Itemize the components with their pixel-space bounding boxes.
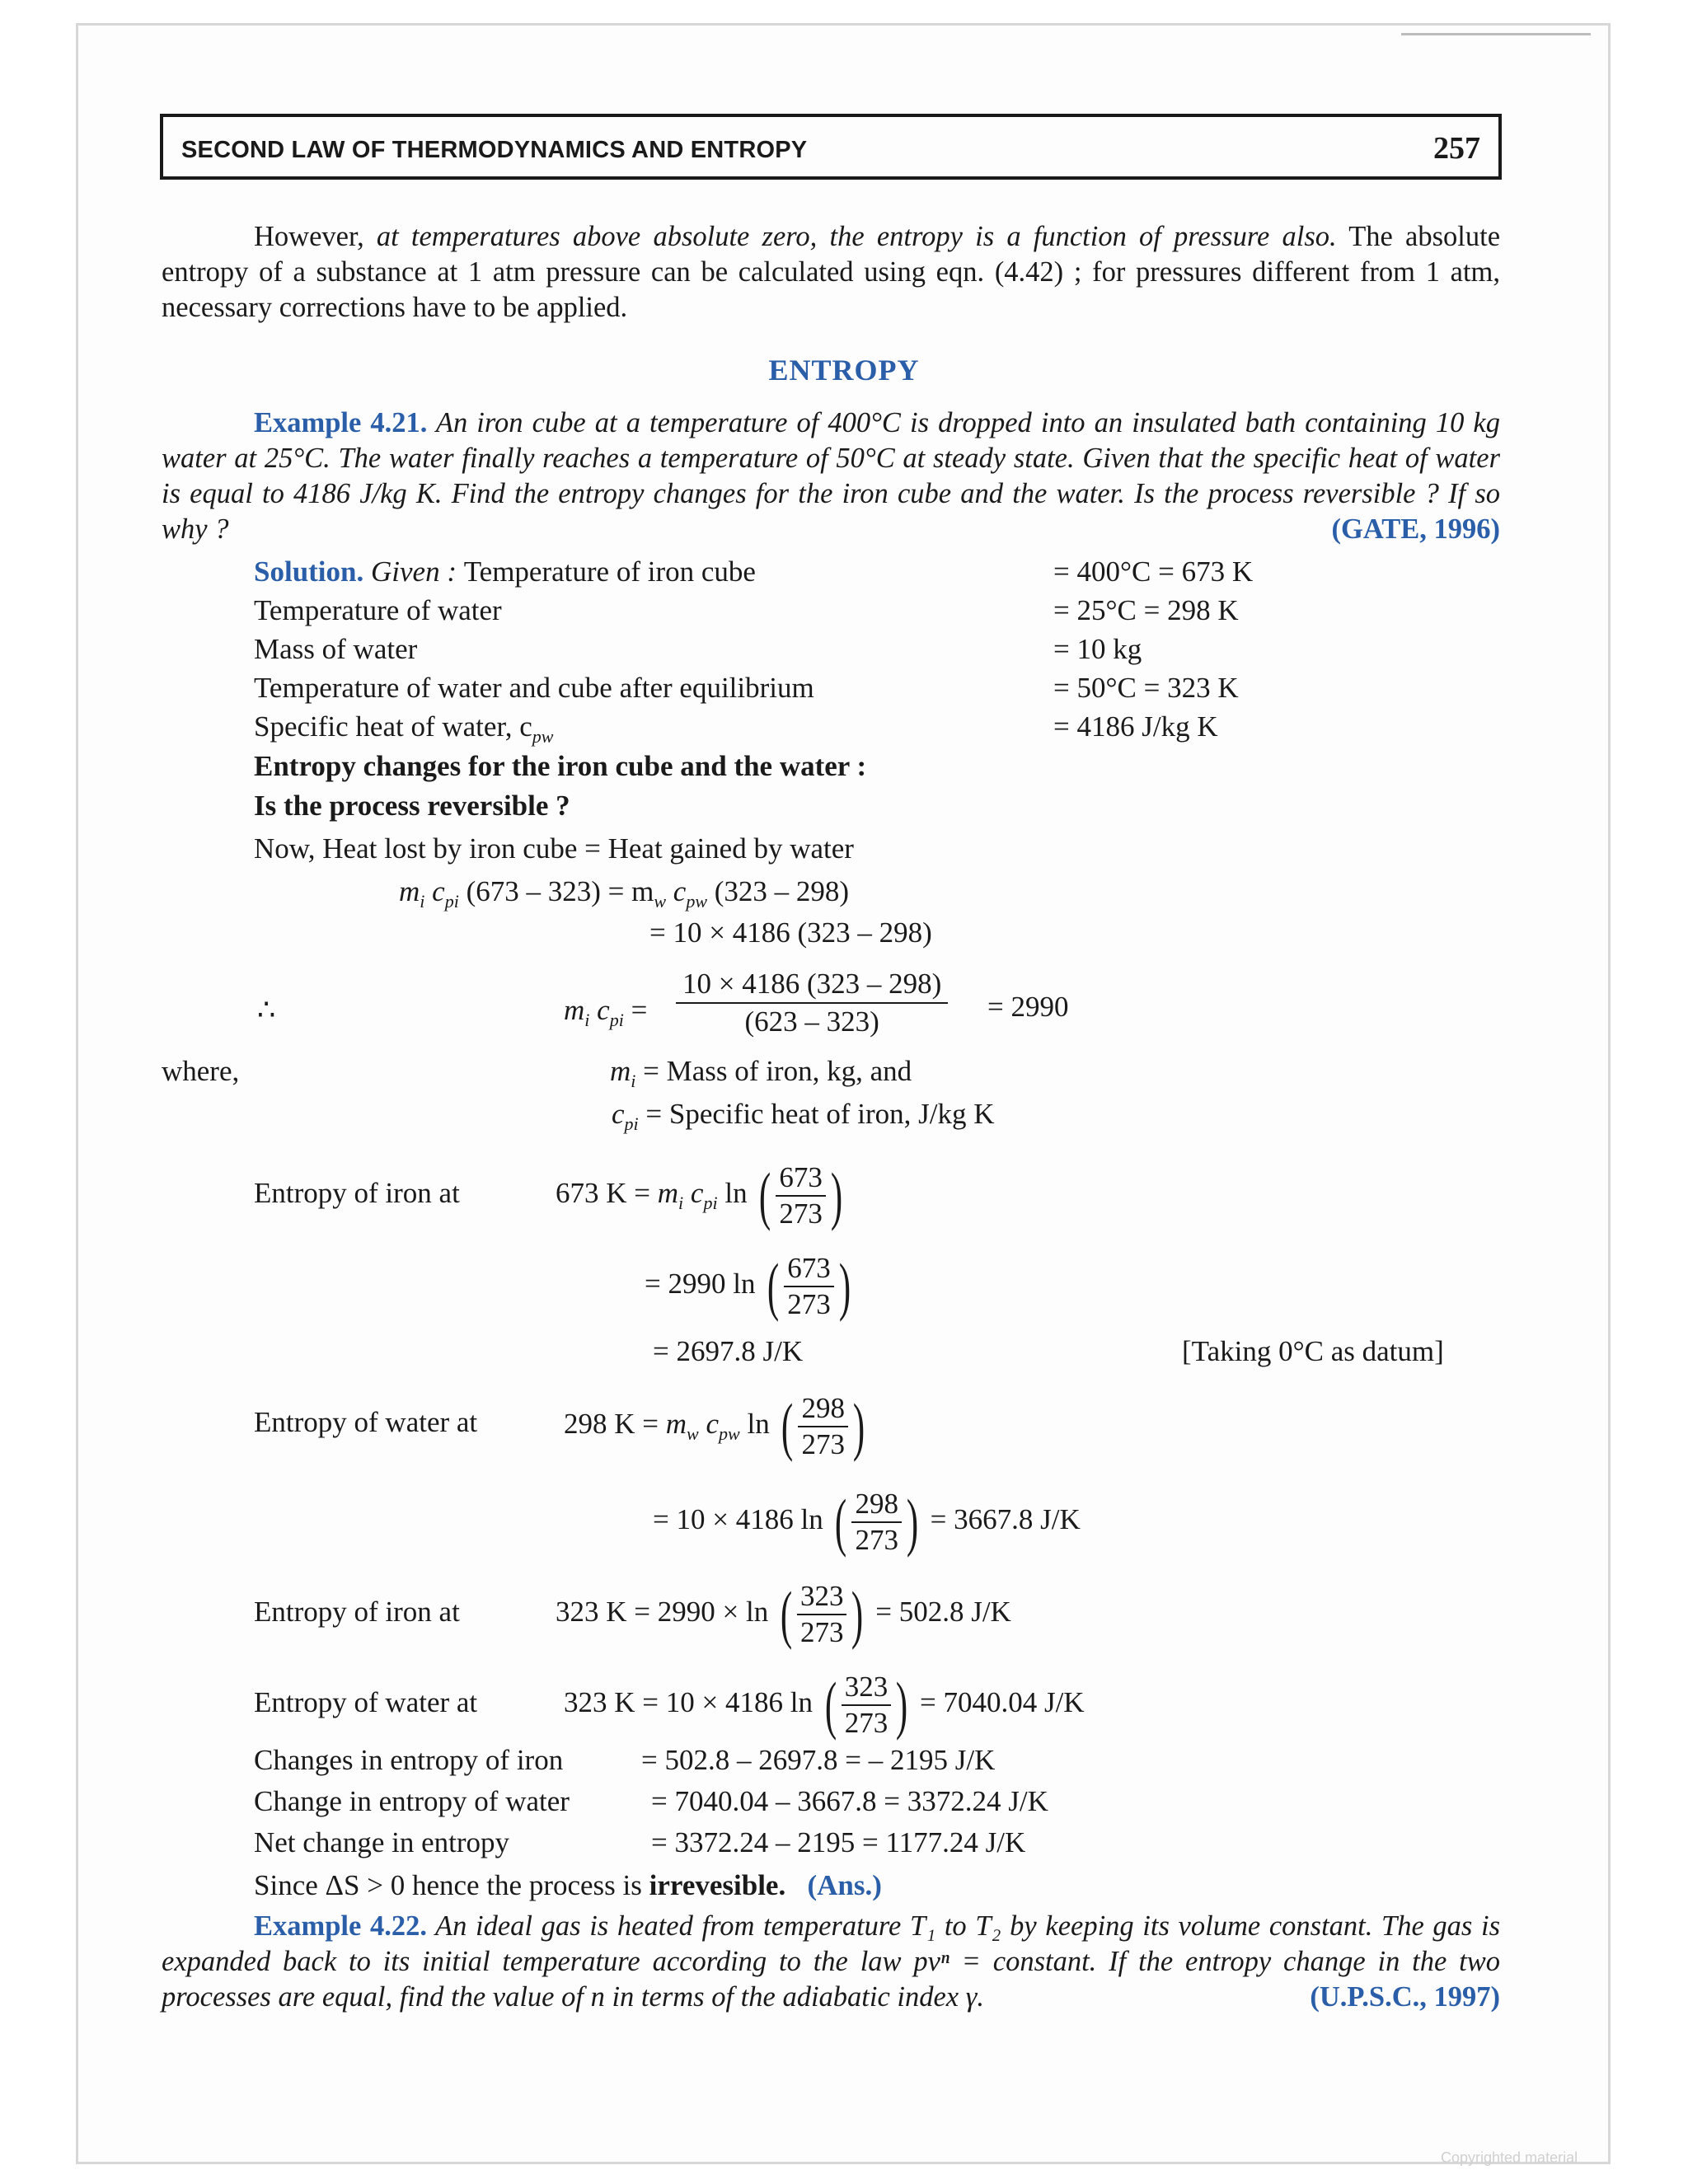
bold-question-2: Is the process reversible ? bbox=[254, 790, 570, 822]
given-row-value: = 25°C = 298 K bbox=[1053, 594, 1239, 626]
bold-question-1: Entropy changes for the iron cube and the water : bbox=[254, 750, 867, 782]
answer-tag: (Ans.) bbox=[807, 1869, 882, 1901]
entropy-iron-323-label: Entropy of iron at bbox=[254, 1596, 460, 1628]
entropy-water-298-label: Entropy of water at bbox=[254, 1406, 478, 1438]
example-text: An ideal gas is heated from temperature T₁ to T₂ by keeping its volume constant. The gas is expanded back to its initial temperature according to the law pvⁿ = constant. If the entropy change in the two processes are equal, find the value of n in terms of the adiabatic index γ. bbox=[162, 1910, 1500, 2013]
equation-1: $m_i$ $c_{pi}$ $(673 - 323) = m_w$ $c_{pw}$ (323 – 298) bbox=[399, 875, 850, 912]
entropy-iron-673-step2: = 2990 ln ( $\frac{673}{273}$) bbox=[645, 1249, 851, 1322]
entropy-water-323-eq: 323 K = 10 × 4186 ln ( $\frac{323}{273}) = 7040.04$ J/K bbox=[564, 1668, 1085, 1741]
eq1-b: c bbox=[666, 875, 687, 907]
subscript: pw bbox=[532, 726, 554, 747]
datum-note: [Taking 0°C as datum] bbox=[1182, 1335, 1444, 1367]
top-rule bbox=[1401, 33, 1591, 35]
change-water-value: = 7040.04 – 3667.8 = 3372.24 J/K bbox=[651, 1785, 1048, 1817]
intro-text-b: at temperatures above absolute zero, the entropy is a function of pressure also. bbox=[376, 221, 1337, 252]
entropy-iron-323-eq: 323 K = 2990 × ln ( $\frac{323}{273}) = 502.8$ J/K bbox=[556, 1577, 1011, 1650]
fraction-result: = 2990 bbox=[987, 991, 1069, 1023]
eq-result: = 502.8 J/K bbox=[875, 1596, 1011, 1628]
num: 673 bbox=[784, 1251, 834, 1287]
where-label: where, bbox=[162, 1055, 240, 1087]
eq-text: = 10 × 4186 ln bbox=[653, 1503, 823, 1535]
given-label: Given : bbox=[363, 555, 464, 588]
entropy-water-298-step2: = 10 × 4186 ln ( $\frac{298}{273}) = 3667.8$ J/K bbox=[653, 1485, 1081, 1558]
entropy-iron-673-eq: 673 $K = m_i$ $c_{pi}$ ln ( $\frac{673}{273}$) bbox=[556, 1159, 842, 1231]
section-title: ENTROPY bbox=[768, 354, 920, 387]
num: 323 bbox=[842, 1670, 892, 1706]
intro-paragraph bbox=[162, 219, 1500, 326]
example-text: An iron cube at a temperature of 400°C is dropped into an insulated bath containing 10 kg water at 25°C. The water finally reaches a temperature of 50°C at steady state. Given that the specific heat of water is equal to 4186 J/kg K. Find the entropy changes for the iron cube and the water. Is the process reversible ? If so why ? bbox=[162, 407, 1500, 545]
equation-2: = 10 × 4186 (323 – 298) bbox=[649, 916, 932, 949]
num: 298 bbox=[851, 1487, 902, 1523]
example-source: (U.P.S.C., 1997) bbox=[1310, 1981, 1500, 2013]
mi-def-text: = Mass of iron, kg, and bbox=[635, 1055, 912, 1087]
den: 273 bbox=[855, 1523, 898, 1556]
given-row-cpw bbox=[254, 710, 553, 753]
given-row-label: Temperature of water bbox=[254, 594, 502, 626]
mi-definition: $m_i$ = Mass of iron, kg, and bbox=[610, 1055, 912, 1091]
since-line bbox=[254, 1869, 882, 1902]
example-label: Example 4.22. bbox=[254, 1910, 427, 1942]
entropy-iron-673-result: = 2697.8 J/K bbox=[653, 1335, 804, 1367]
num: 673 bbox=[776, 1160, 826, 1197]
heat-balance-line: Now, Heat lost by iron cube = Heat gained by water bbox=[254, 832, 854, 865]
net-change-value: = 3372.24 – 2195 = 1177.24 J/K bbox=[651, 1826, 1026, 1858]
num: 323 bbox=[797, 1579, 847, 1615]
header-title: SECOND LAW OF THERMODYNAMICS AND ENTROPY bbox=[181, 137, 808, 163]
example-label: Example 4.21. bbox=[254, 407, 428, 438]
solution-label: Solution. bbox=[254, 555, 364, 588]
irreversible-word: irrevesible. bbox=[649, 1869, 786, 1901]
given-row-value: = 10 kg bbox=[1053, 633, 1142, 665]
ln: ln bbox=[717, 1177, 755, 1209]
eq-result: = 3667.8 J/K bbox=[930, 1503, 1081, 1535]
running-header bbox=[160, 114, 1502, 180]
eq-text: 323 K = 10 × 4186 ln bbox=[564, 1686, 813, 1718]
eq1-c: (323 – 298) bbox=[707, 875, 850, 907]
eq-text: 673 K = bbox=[556, 1177, 658, 1209]
cpi-def-text: = Specific heat of iron, J/kg K bbox=[638, 1098, 995, 1130]
eq1-a: (673 – 323) = m bbox=[466, 875, 654, 907]
den: 273 bbox=[779, 1197, 823, 1230]
den: 273 bbox=[787, 1287, 831, 1320]
example-4-22 bbox=[162, 1909, 1500, 2015]
given-row-value: = 4186 J/kg K bbox=[1053, 710, 1218, 743]
given-row-label: Temperature of water and cube after equilibrium bbox=[254, 672, 814, 704]
subscript: pw bbox=[686, 891, 708, 912]
den: 273 bbox=[844, 1706, 889, 1739]
ln: ln bbox=[739, 1408, 777, 1440]
entropy-water-323-label: Entropy of water at bbox=[254, 1686, 478, 1718]
net-change-label: Net change in entropy bbox=[254, 1826, 510, 1858]
intro-text-c: The absolute entropy of a substance at 1 atm pressure can be calculated using eqn. (4.42) ; for pressures different from 1 atm, necessary corrections have to be applied. bbox=[162, 221, 1501, 323]
eq-text: 323 K = 2990 × ln bbox=[556, 1596, 769, 1628]
intro-text-a: However, bbox=[254, 221, 377, 252]
eq-text: 298 K = bbox=[564, 1408, 666, 1440]
mi-cpi-equals: $m_i$ $c_{pi}$ = bbox=[564, 994, 648, 1030]
change-water-label: Change in entropy of water bbox=[254, 1785, 570, 1817]
den: 273 bbox=[799, 1615, 844, 1648]
eq-text: = 2990 ln bbox=[645, 1268, 756, 1300]
change-iron-value: = 502.8 – 2697.8 = – 2195 J/K bbox=[641, 1744, 996, 1776]
entropy-water-298-eq: 298 $K = m_w$ $c_{pw}$ ln ( $\frac{298}{273}$) bbox=[564, 1390, 865, 1462]
num: 298 bbox=[798, 1391, 848, 1427]
eq-result: = 7040.04 J/K bbox=[919, 1686, 1085, 1718]
example-4-21 bbox=[162, 405, 1500, 547]
given-row-label: Mass of water bbox=[254, 633, 418, 665]
change-iron-label: Changes in entropy of iron bbox=[254, 1744, 564, 1776]
given-row-label: Temperature of iron cube bbox=[463, 555, 756, 588]
since-text: Since ΔS > 0 hence the process is bbox=[254, 1869, 649, 1901]
entropy-iron-673-label: Entropy of iron at bbox=[254, 1177, 460, 1209]
given-row-value: = 50°C = 323 K bbox=[1053, 672, 1239, 704]
example-source: (GATE, 1996) bbox=[1331, 513, 1500, 545]
page-number: 257 bbox=[1433, 131, 1480, 166]
fraction-numerator: 10 × 4186 (323 – 298) bbox=[676, 966, 948, 1004]
fraction-mi-cpi bbox=[676, 966, 948, 1040]
given-row-label: Specific heat of water, c bbox=[254, 710, 532, 743]
den: 273 bbox=[801, 1427, 845, 1460]
given-row-value: = 400°C = 673 K bbox=[1053, 555, 1254, 588]
copyright-watermark: Copyrighted material bbox=[1441, 2149, 1578, 2166]
therefore-symbol: ∴ bbox=[257, 994, 276, 1026]
solution-line bbox=[254, 555, 756, 588]
cpi-definition: $c_{pi}$ = Specific heat of iron, J/kg K bbox=[612, 1098, 995, 1134]
fraction-denominator: (623 – 323) bbox=[744, 1005, 879, 1038]
